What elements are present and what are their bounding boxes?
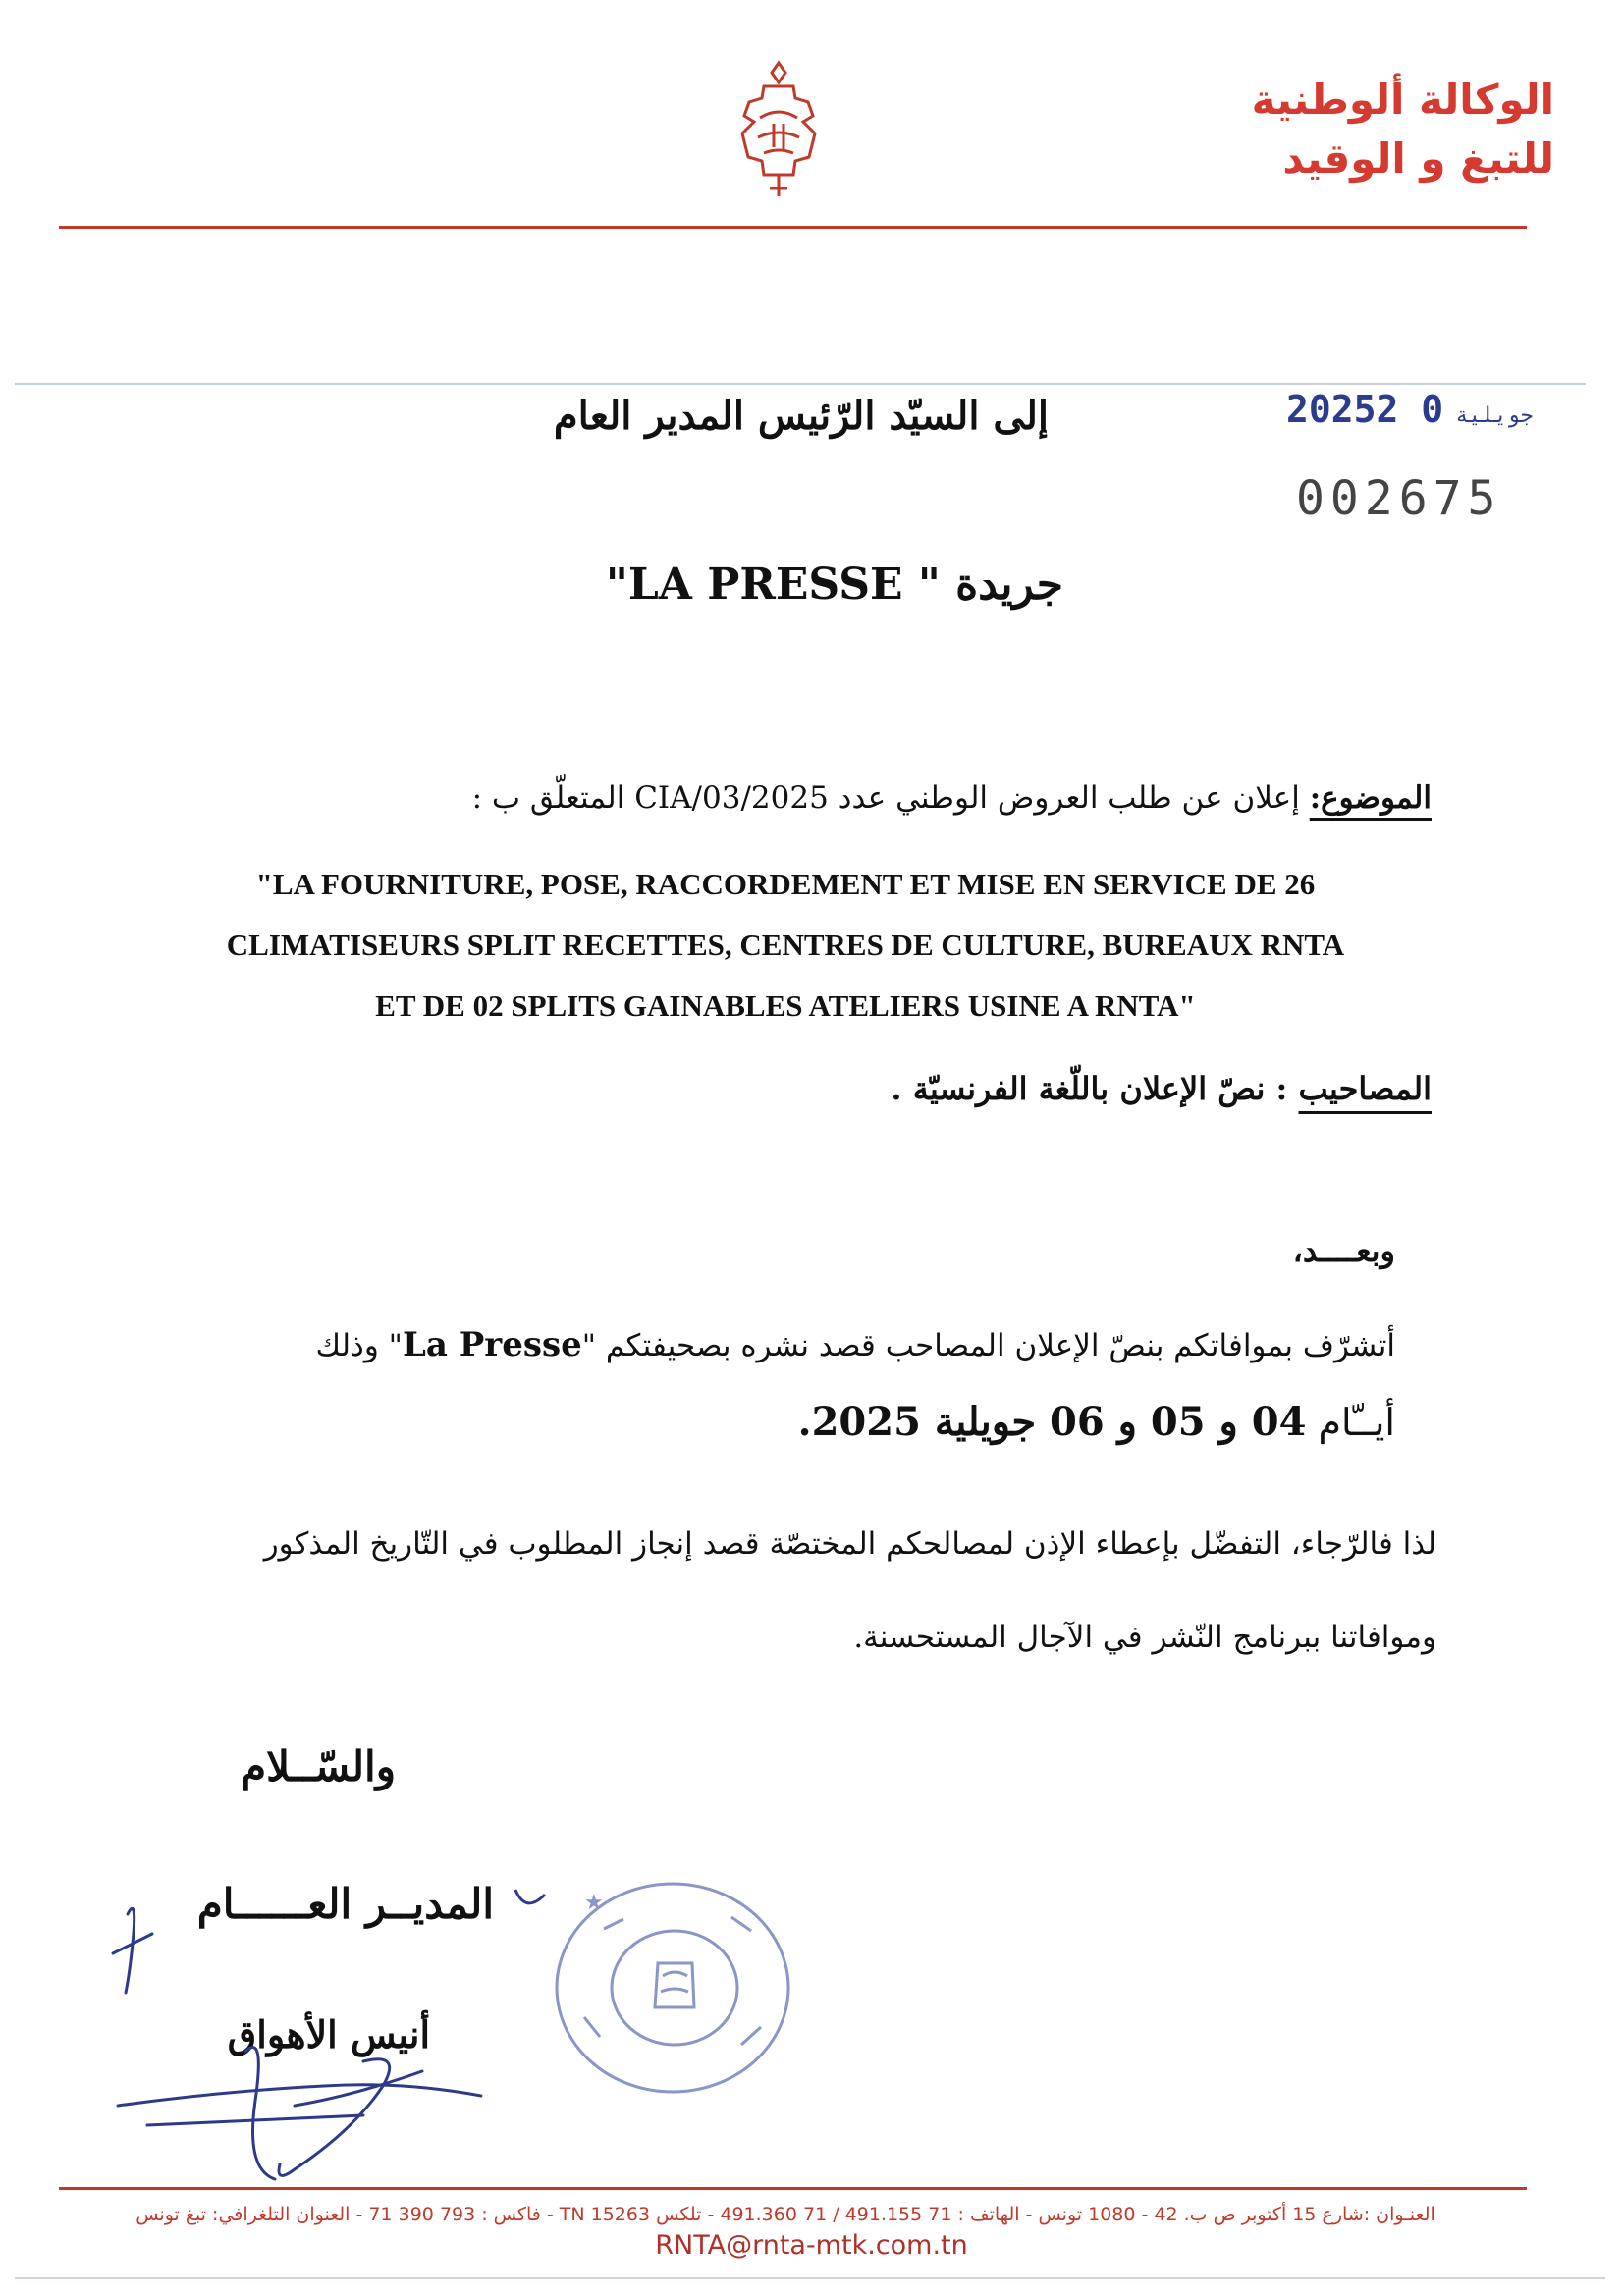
recipient-line: إلى السيّد الرّئيس المدير العام — [553, 393, 1049, 439]
svg-text:★: ★ — [584, 1891, 604, 1915]
date-stamp — [1286, 388, 1545, 431]
greeting: وبعــــد، — [1292, 1232, 1395, 1269]
footer-email: RNTA@rnta-mtk.com.tn — [655, 2230, 968, 2261]
body-paragraph-4: وموافاتنا ببرنامج النّشر في الآجال المستحسنة. — [853, 1620, 1436, 1655]
handwritten-signature — [108, 1875, 540, 2199]
scan-bottom-edge — [15, 2277, 1605, 2279]
publication-days-prefix: أيــّام — [1306, 1401, 1395, 1444]
signer-name: أنيس الأهواق — [227, 2012, 430, 2056]
body-paragraph-1 — [315, 1325, 1395, 1364]
organization-name-line2: للتبغ و الوقيد — [1282, 134, 1554, 183]
subject-label: الموضوع: — [1309, 780, 1432, 816]
publication-dates: 04 و 05 و 06 جويلية 2025. — [797, 1399, 1307, 1445]
date-day: 0 2 — [1376, 388, 1444, 431]
newspaper-name: جريدة " LA PRESSE" — [605, 560, 1063, 610]
subject-text: إعلان عن طلب العروض الوطني عدد 2025/CIA/03 المتعلّق ب : — [471, 780, 1310, 816]
reference-number: 002675 — [1296, 471, 1502, 526]
organization-name-line1: الوكالة ألوطنية — [1251, 76, 1554, 124]
body-paragraph-3: لذا فالرّجاء، التفضّل بإعطاء الإذن لمصالحكم المختصّة قصد إنجاز المطلوب في التّاريخ المذكور — [263, 1526, 1436, 1562]
enclosure-label: المصاحيب — [1298, 1070, 1432, 1107]
newspaper-name-inline: La Presse — [402, 1325, 582, 1364]
footer-divider — [59, 2187, 1527, 2190]
tender-title-line: CLIMATISEURS SPLIT RECETTES, CENTRES DE CULTURE, BUREAUX RNTA — [226, 928, 1345, 962]
agency-emblem-icon — [734, 59, 823, 206]
organization-name — [1201, 71, 1554, 188]
enclosure-text: : نصّ الإعلان باللّغة الفرنسيّة . — [891, 1070, 1299, 1107]
signer-title: المديــر العــــــام — [196, 1880, 494, 1928]
official-seal-icon — [545, 1870, 800, 2106]
date-month: جويلية — [1455, 403, 1534, 428]
paraph-mark — [511, 1885, 550, 1924]
scan-edge-line — [15, 383, 1586, 385]
closing-salutation: والسّــلام — [241, 1742, 396, 1790]
subject-line — [472, 780, 1432, 816]
body-paragraph-1-start: أتشرّف بموافاتكم بنصّ الإعلان المصاحب قصد نشره بصحيفتكم " — [581, 1328, 1395, 1363]
enclosure-line — [891, 1070, 1432, 1107]
tender-title-line: "LA FOURNITURE, POSE, RACCORDEMENT ET MISE EN SERVICE DE 26 — [255, 867, 1316, 901]
footer-address: العنـوان :شارع 15 أكتوبر ص ب. 42 - 1080 تونس - الهاتف : 71 491.155 / 71 491.360 - تلكس TN 15263 - فاكس : 793 390 71 - العنوان التلغرافي: تبغ تونس — [135, 2204, 1435, 2225]
header-divider — [59, 226, 1527, 229]
tender-title-line: ET DE 02 SPLITS GAINABLES ATELIERS USINE A RNTA" — [375, 988, 1196, 1023]
date-year: 2025 — [1286, 388, 1377, 431]
body-paragraph-2 — [798, 1399, 1395, 1445]
body-paragraph-1-end: " وذلك — [315, 1328, 403, 1363]
tender-title — [147, 854, 1424, 1037]
